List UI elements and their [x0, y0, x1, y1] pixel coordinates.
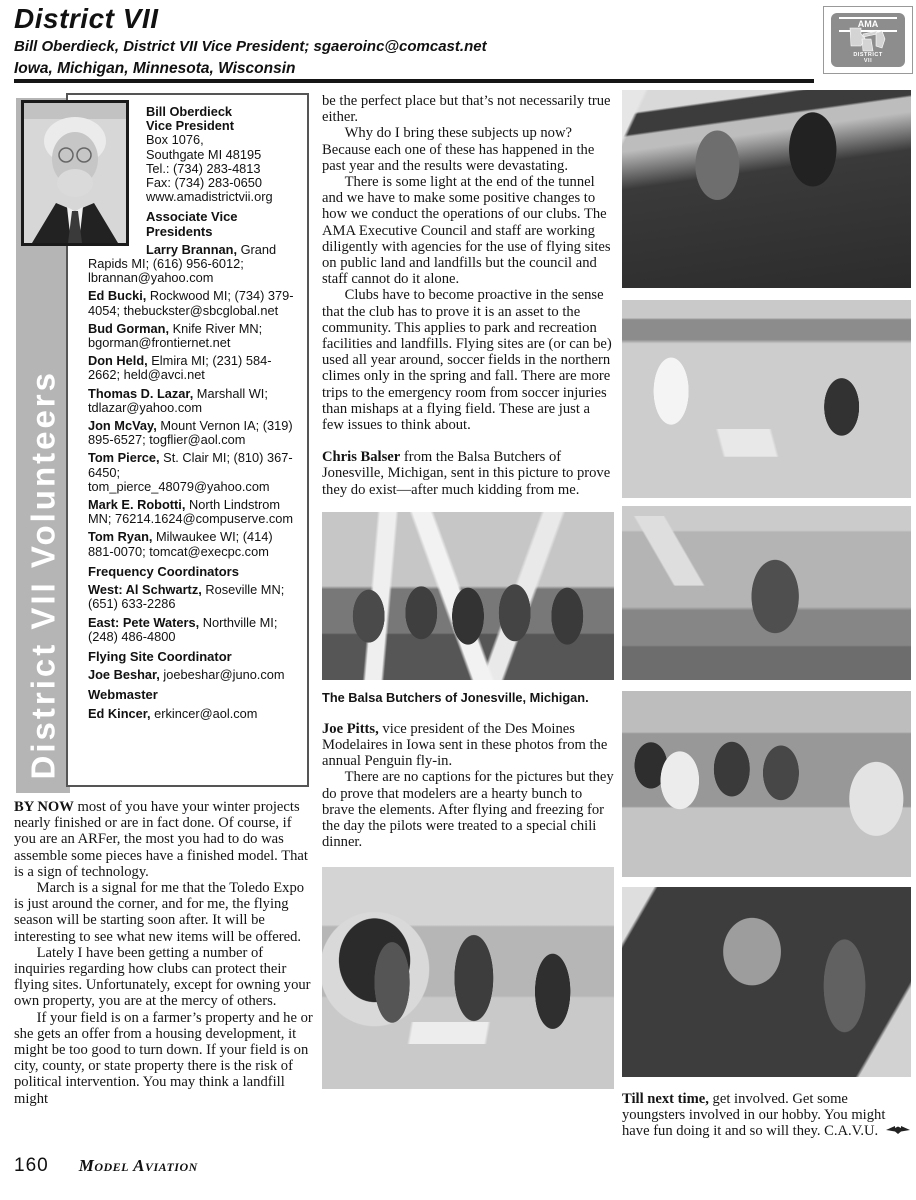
vp-address-line1: Box 1076, [146, 132, 204, 148]
volunteer-entry: East: Pete Waters, Northville MI; (248) 486-4800 [88, 614, 278, 644]
photo-flyin-man-with-model [622, 506, 911, 680]
volunteer-entry: Joe Beshar, joebeshar@juno.com [88, 667, 285, 683]
logo-district-label: DISTRICT VII [853, 51, 883, 65]
photo-flyin-working-on-model [622, 90, 911, 288]
paragraph: March is a signal for me that the Toledo Expo is just around the corner, and for me, the flying season will be starting soon after. It will be interesting to see what new items will be offered. [14, 880, 305, 945]
vp-website: www.amadistrictvii.org [146, 189, 273, 205]
photo-balsa-butchers-group [322, 512, 614, 680]
paragraph: There are no captions for the pictures but they do prove that modelers are a hearty bunch to brave the elements. After flying and freezing for the day the pilots were treated to a special chili dinner. [322, 769, 614, 851]
volunteer-entry: Don Held, Elmira MI; (231) 584-2662; held@avci.net [88, 353, 272, 383]
volunteer-entry: West: Al Schwartz, Roseville MN; (651) 633-2286 [88, 582, 285, 612]
page-footer [14, 1156, 198, 1175]
paragraph: If your field is on a farmer’s property and he or she gets an offer from a housing development, it might be too good to turn down. If your field is on city, county, or state property there is the risk of political intervention. You may think a landfill might [14, 1009, 313, 1107]
district-map-icon [848, 27, 888, 53]
ama-wings-icon [886, 1125, 910, 1135]
photo-caption: The Balsa Butchers of Jonesville, Michigan. [322, 689, 589, 705]
photo-flyin-model-on-pavement [622, 887, 911, 1077]
page-title: District VII [14, 3, 159, 34]
heading-webmaster: Webmaster [88, 687, 158, 703]
region-list: Iowa, Michigan, Minnesota, Wisconsin [14, 60, 296, 77]
volunteer-entry: Tom Ryan, Milwaukee WI; (414) 881-0070; tomcat@execpc.com [88, 529, 273, 559]
ama-district-logo-badge [831, 13, 905, 67]
page-number: 160 [14, 1155, 49, 1176]
vp-title: Vice President [146, 118, 234, 134]
bill-oberdieck-portrait-photo [21, 100, 129, 246]
volunteer-entry: Jon McVay, Mount Vernon IA; (319) 895-6527; togflier@aol.com [88, 418, 293, 448]
article-column-left [14, 799, 314, 1107]
paragraph: Clubs have to become proactive in the sense that the club has to prove it is an asset to the community. This applies to park and recreation facilities and landfills. Flying sites are (or can be) used all year around, soccer fields in the northern climes only in the spring and fall. There are more trips to the emergency room from soccer injuries than mishaps at a flying field. These are just a few issues to think about. [322, 287, 612, 434]
heading-flying-site-coordinator: Flying Site Coordinator [88, 648, 232, 664]
closing-paragraph: Till next time, get involved. Get some youngsters involved in our hobby. You might have fun doing it and so will they. C.A.V.U. [622, 1091, 911, 1140]
article-column-middle [322, 93, 614, 1089]
photo-flyin-snow-field [622, 300, 911, 498]
vp-address-line2: Southgate MI 48195 [146, 146, 262, 162]
volunteer-entry: Ed Bucki, Rockwood MI; (734) 379-4054; thebuckster@sbcglobal.net [88, 288, 294, 318]
paragraph: There is some light at the end of the tunnel and we have to make some positive changes to how we conduct the operations of our clubs. The AMA Executive Council and staff are working diligently with agencies for the use of flying sites on public land and landfills but the council and staff cannot do it alone. [322, 174, 611, 288]
volunteer-entry: Mark E. Robotti, North Lindstrom MN; 76214.1624@compuserve.com [88, 497, 294, 527]
paragraph: Why do I bring these subjects up now? Because each one of these has happened in the past year and the results were devastating. [322, 125, 595, 174]
photo-flyin-indoor-group [622, 691, 911, 877]
byline: Bill Oberdieck, District VII Vice President; sgaeroinc@comcast.net [14, 38, 487, 55]
volunteer-entry: Tom Pierce, St. Clair MI; (810) 367-6450; tom_pierce_48079@yahoo.com [88, 450, 293, 494]
heading-associate-vice-presidents: Associate Vice Presidents [146, 209, 238, 239]
paragraph: Joe Pitts, vice president of the Des Moines Modelaires in Iowa sent in these photos from the annual Penguin fly-in. [322, 720, 608, 770]
ama-wings-icon: AMA [831, 16, 905, 33]
vp-phone: Tel.: (734) 283-4813 [146, 160, 261, 176]
paragraph: Lately I have been getting a number of inquiries regarding how clubs can protect their flying sites. Unfortunately, except for owning your own property, you are at the mercy of others. [14, 944, 311, 1010]
vp-fax: Fax: (734) 283-0650 [146, 175, 262, 191]
paragraph: BY NOW most of you have your winter projects nearly finished or are in fact done. Of course, if you are an ARFer, the most you had to do was assemble some pieces have a finished model. That is a sign of technology. [14, 799, 308, 880]
vp-name: Bill Oberdieck [146, 104, 233, 119]
magazine-name: Model Aviation [78, 1156, 198, 1175]
volunteer-entry: Thomas D. Lazar, Marshall WI; tdlazar@yahoo.com [88, 385, 268, 415]
ama-district-logo [823, 6, 913, 74]
volunteer-entry: Larry Brannan, Grand Rapids MI; (616) 956-6012; lbrannan@yahoo.com [88, 241, 277, 286]
volunteer-entry: Ed Kincer, erkincer@aol.com [88, 705, 258, 721]
article-column-right [622, 90, 911, 1140]
sidebar-vertical-label: District VII Volunteers [24, 369, 62, 779]
paragraph: Chris Balser from the Balsa Butchers of Jonesville, Michigan, sent in this picture to prove they do exist—after much kidding from me. [322, 449, 611, 498]
header-rule [14, 79, 814, 83]
heading-frequency-coordinators: Frequency Coordinators [88, 563, 239, 579]
volunteer-entry: Bud Gorman, Knife River MN; bgorman@frontiernet.net [88, 320, 263, 351]
photo-penguin-flyin-van [322, 867, 614, 1089]
paragraph: be the perfect place but that’s not necessarily true either. [322, 93, 611, 126]
